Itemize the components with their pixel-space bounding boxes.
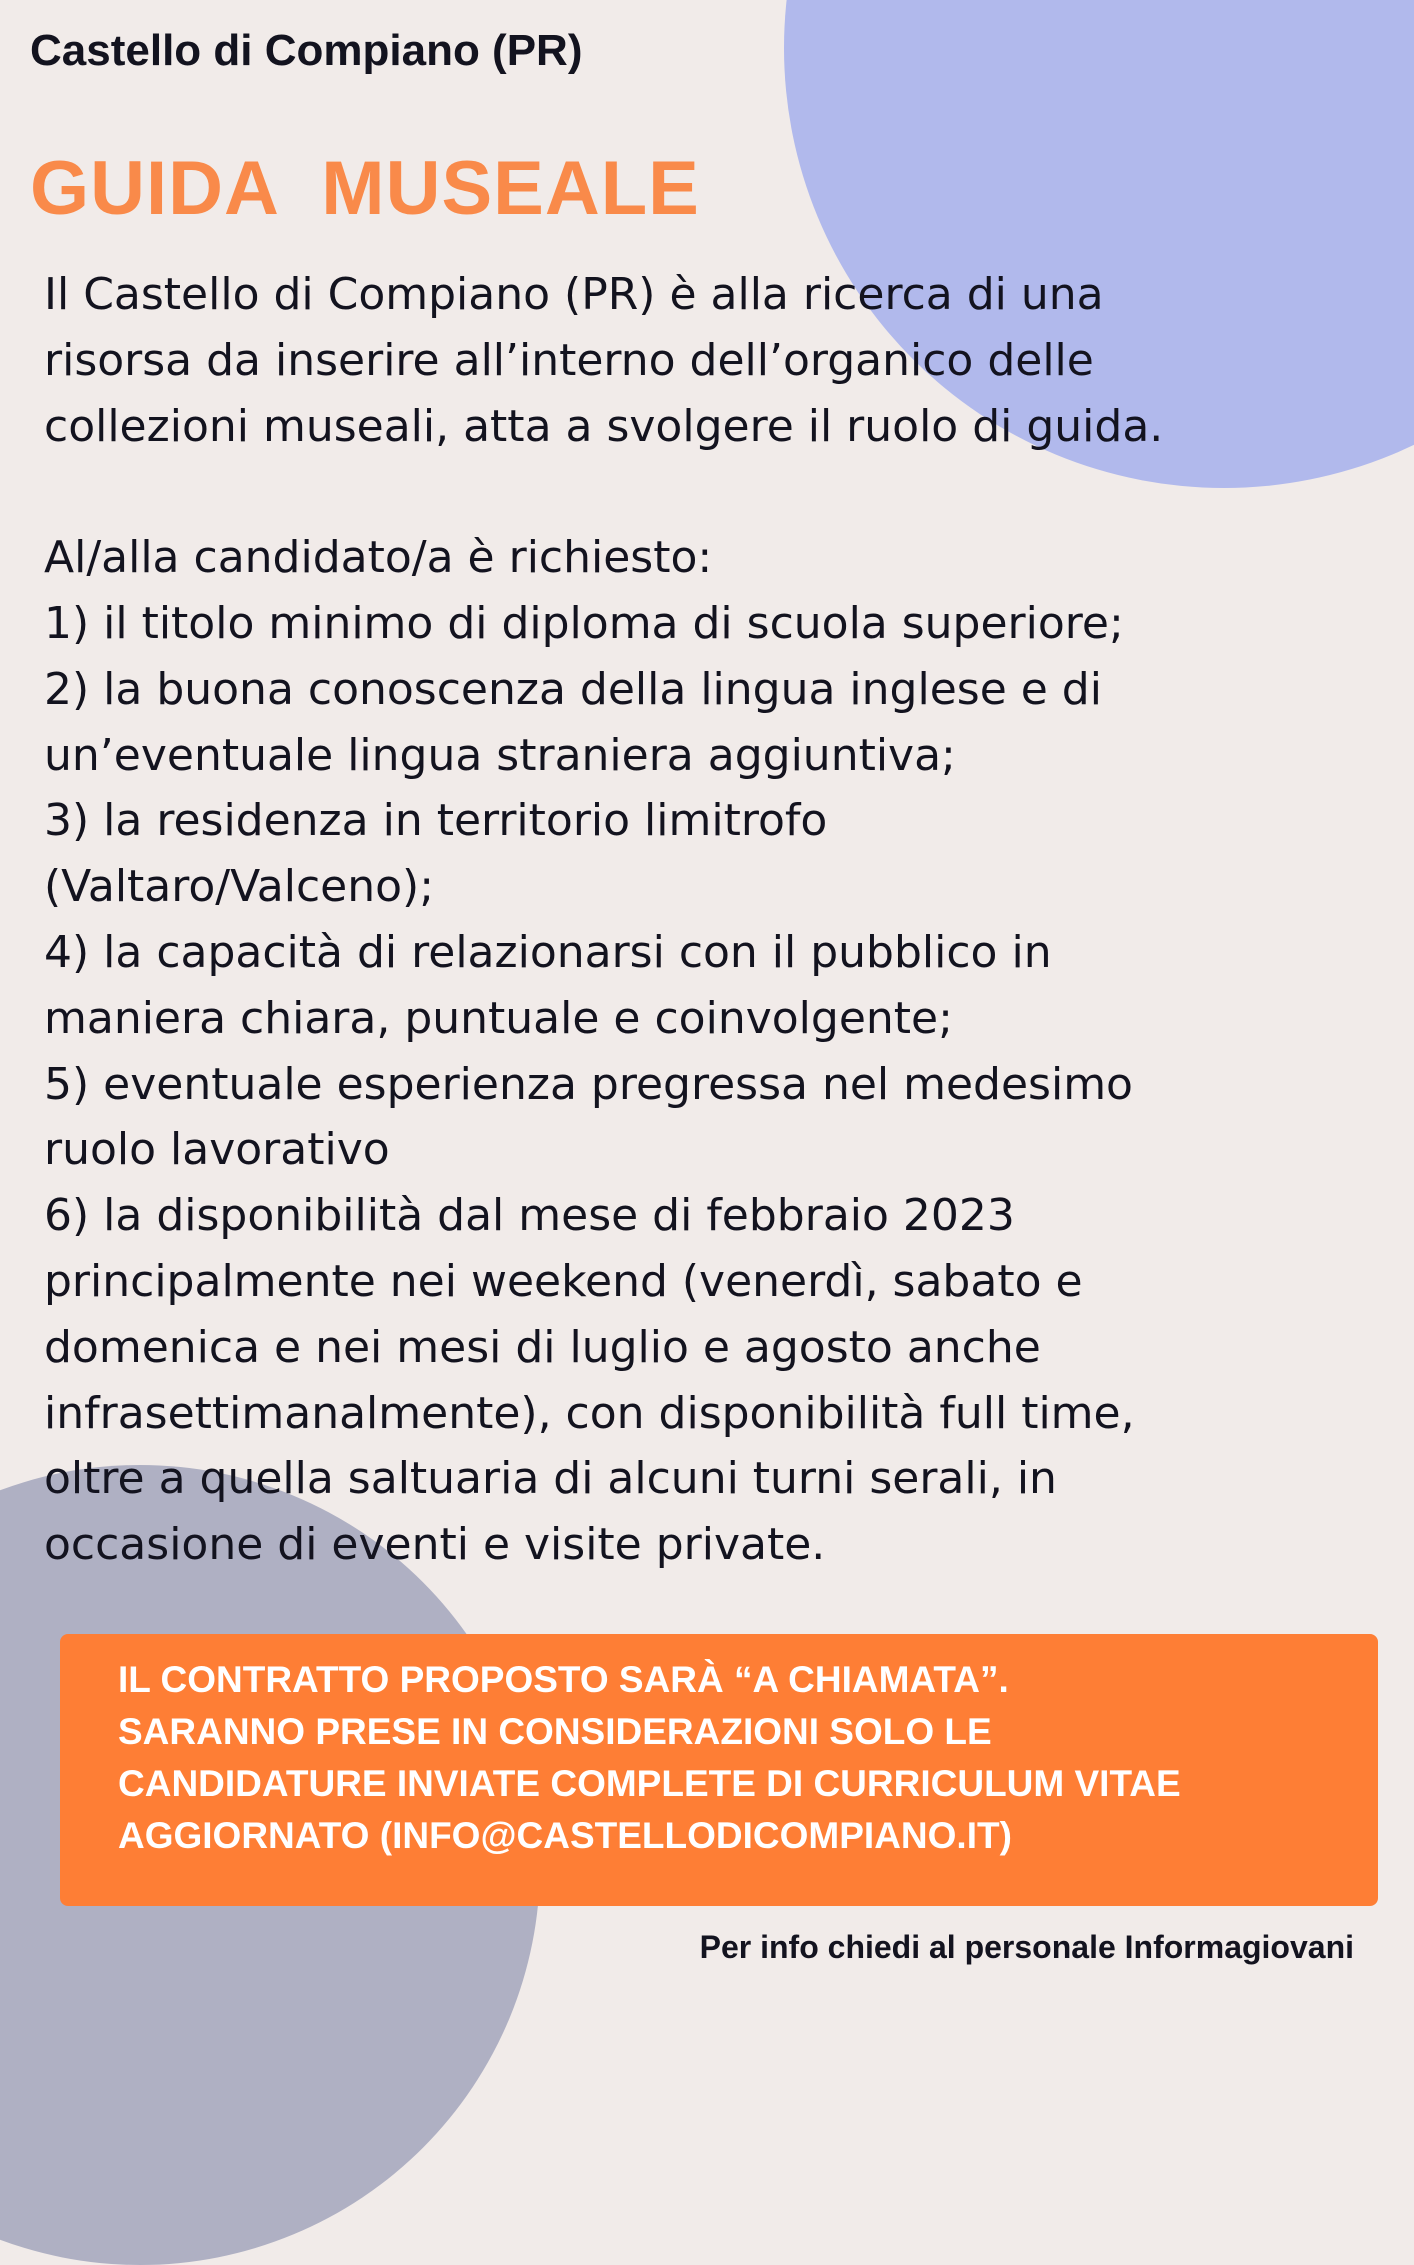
- requirement-line: (Valtaro/Valceno);: [44, 861, 435, 913]
- requirement-line: un’eventuale lingua straniera aggiuntiva;: [44, 729, 956, 781]
- requirement-line: oltre a quella saltuaria di alcuni turni serali, in: [44, 1453, 1057, 1505]
- location-heading: Castello di Compiano (PR): [30, 26, 583, 75]
- description-line: Il Castello di Compiano (PR) è alla ricerca di una: [44, 269, 1104, 320]
- notice-line: IL CONTRATTO PROPOSTO SARÀ “A CHIAMATA”.: [118, 1659, 1009, 1700]
- notice-line: AGGIORNATO (INFO@CASTELLODICOMPIANO.IT): [118, 1815, 1012, 1856]
- requirement-line: 4) la capacità di relazionarsi con il pubblico in: [44, 926, 1052, 978]
- notice-line: CANDIDATURE INVIATE COMPLETE DI CURRICULUM VITAE: [118, 1763, 1181, 1804]
- requirements-intro: Al/alla candidato/a è richiesto:: [44, 532, 713, 584]
- requirement-line: 3) la residenza in territorio limitrofo: [44, 795, 828, 847]
- requirement-line: principalmente nei weekend (venerdì, sabato e: [44, 1255, 1083, 1307]
- requirement-line: ruolo lavorativo: [44, 1124, 390, 1176]
- page-title: GUIDA MUSEALE: [30, 146, 700, 231]
- description-line: collezioni museali, atta a svolgere il ruolo di guida.: [44, 400, 1164, 452]
- notice-line: SARANNO PRESE IN CONSIDERAZIONI SOLO LE: [118, 1711, 992, 1752]
- requirement-line: infrasettimanalmente), con disponibilità full time,: [44, 1387, 1135, 1439]
- requirement-line: maniera chiara, puntuale e coinvolgente;: [44, 992, 953, 1044]
- requirement-line: 2) la buona conoscenza della lingua inglese e di: [44, 663, 1102, 715]
- requirement-line: 6) la disponibilità dal mese di febbraio 2023: [44, 1190, 1015, 1242]
- footer-info: Per info chiedi al personale Informagiovani: [699, 1929, 1354, 1965]
- requirement-line: domenica e nei mesi di luglio e agosto anche: [44, 1321, 1041, 1373]
- contract-notice-box: [60, 1634, 1378, 1906]
- blank-line: [44, 459, 1374, 525]
- requirement-line: 1) il titolo minimo di diploma di scuola superiore;: [44, 597, 1124, 649]
- job-description: [44, 262, 1374, 1578]
- description-line: risorsa da inserire all’interno dell’organico delle: [44, 334, 1094, 386]
- requirement-line: occasione di eventi e visite private.: [44, 1519, 826, 1571]
- notice-text: [118, 1654, 1181, 1862]
- requirement-line: 5) eventuale esperienza pregressa nel medesimo: [44, 1058, 1133, 1110]
